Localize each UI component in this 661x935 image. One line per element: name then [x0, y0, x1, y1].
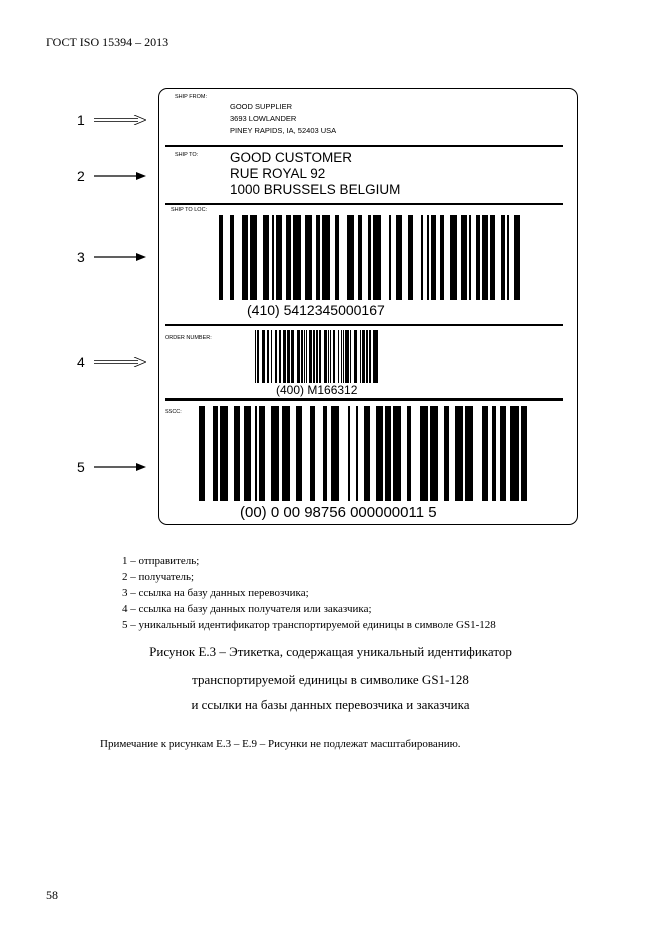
barcode-bar	[362, 330, 365, 383]
barcode-bar	[354, 330, 356, 383]
barcode-bar	[373, 215, 381, 300]
barcode-bar	[444, 406, 448, 501]
callout-3: 3	[77, 249, 85, 265]
barcode-bar	[482, 215, 488, 300]
barcode-bar	[244, 406, 250, 501]
callout-4: 4	[77, 354, 85, 370]
ship-from-caption: SHIP FROM:	[175, 94, 207, 100]
legend-item: 1 – отправитель;	[122, 555, 200, 567]
barcode-bar	[341, 330, 343, 383]
barcode-bar	[257, 330, 259, 383]
barcode-bar	[316, 215, 320, 300]
ship-to-caption: SHIP TO:	[175, 152, 199, 158]
barcode-bar	[213, 406, 217, 501]
barcode-bar	[514, 215, 520, 300]
shipping-label	[158, 88, 578, 525]
barcode-bar	[272, 215, 274, 300]
ship-to-line: 1000 BRUSSELS BELGIUM	[230, 182, 401, 197]
barcode-bar	[490, 215, 496, 300]
ship-to-loc-barcode	[219, 215, 524, 300]
barcode-bar	[450, 215, 458, 300]
sscc-hri: (00) 0 00 98756 000000011 5	[240, 504, 437, 521]
document-header: ГОСТ ISO 15394 – 2013	[46, 35, 169, 49]
order-number-barcode	[255, 330, 381, 383]
ship-from-line: GOOD SUPPLIER	[230, 102, 293, 111]
barcode-bar	[324, 330, 327, 383]
arrow-icon	[94, 462, 146, 472]
barcode-bar	[279, 330, 281, 383]
barcode-bar	[199, 406, 205, 501]
barcode-bar	[287, 330, 290, 383]
barcode-bar	[389, 215, 391, 300]
legend-item: 5 – уникальный идентификатор транспортируемой единицы в символе GS1-128	[122, 619, 496, 631]
sscc-barcode	[199, 406, 529, 501]
barcode-bar	[286, 215, 292, 300]
barcode-bar	[306, 330, 307, 383]
ship-to-line: GOOD CUSTOMER	[230, 150, 353, 165]
barcode-bar	[242, 215, 248, 300]
ship-to-loc-hri: (410) 5412345000167	[247, 302, 385, 318]
barcode-bar	[310, 406, 314, 501]
ship-to-line: RUE ROYAL 92	[230, 166, 326, 181]
barcode-bar	[296, 406, 302, 501]
barcode-bar	[297, 330, 300, 383]
barcode-bar	[220, 406, 228, 501]
ship-from-line: PINEY RAPIDS, IA, 52403 USA	[230, 126, 337, 135]
barcode-bar	[507, 215, 509, 300]
barcode-bar	[304, 330, 305, 383]
barcode-bar	[271, 406, 279, 501]
divider	[165, 324, 563, 326]
barcode-bar	[322, 215, 330, 300]
barcode-bar	[316, 330, 318, 383]
barcode-bar	[476, 215, 480, 300]
barcode-bar	[431, 215, 437, 300]
barcode-bar	[368, 215, 372, 300]
legend-item: 2 – получатель;	[122, 571, 195, 583]
barcode-bar	[375, 330, 377, 383]
figure-caption-line: Рисунок Е.3 – Этикетка, содержащая уникальный идентификатор	[149, 644, 512, 659]
divider	[165, 145, 563, 147]
divider	[165, 398, 563, 401]
double-arrow-icon	[94, 115, 146, 125]
callout-1: 1	[77, 112, 85, 128]
barcode-bar	[501, 215, 505, 300]
barcode-bar	[293, 215, 301, 300]
barcode-bar	[420, 406, 428, 501]
ship-from-line: 3693 LOWLANDER	[230, 114, 297, 123]
order-number-caption: ORDER NUMBER:	[165, 335, 212, 341]
ship-to-address	[230, 150, 400, 198]
legend-item: 4 – ссылка на базу данных получателя или заказчика;	[122, 603, 372, 615]
barcode-bar	[376, 406, 382, 501]
callout-2: 2	[77, 168, 85, 184]
barcode-bar	[219, 215, 223, 300]
barcode-bar	[482, 406, 488, 501]
barcode-bar	[373, 330, 375, 383]
barcode-bar	[313, 330, 315, 383]
arrow-icon	[94, 171, 146, 181]
barcode-bar	[427, 215, 429, 300]
barcode-bar	[335, 215, 339, 300]
barcode-bar	[234, 406, 240, 501]
barcode-bar	[492, 406, 496, 501]
legend	[122, 553, 496, 633]
barcode-bar	[440, 215, 444, 300]
barcode-bar	[330, 330, 332, 383]
barcode-bar	[461, 215, 467, 300]
barcode-bar	[301, 330, 303, 383]
barcode-bar	[283, 330, 285, 383]
ship-to-loc-caption: SHIP TO LOC:	[171, 207, 208, 213]
barcode-bar	[263, 215, 269, 300]
barcode-bar	[465, 406, 473, 501]
barcode-bar	[346, 330, 348, 383]
barcode-bar	[319, 330, 321, 383]
figure-caption-line: транспортируемой единицы в символике GS1-128	[192, 672, 469, 687]
barcode-bar	[347, 215, 355, 300]
ship-from-address	[230, 101, 336, 137]
barcode-bar	[262, 330, 265, 383]
double-arrow-icon	[94, 357, 146, 367]
barcode-bar	[407, 406, 411, 501]
barcode-bar	[455, 406, 463, 501]
barcode-bar	[333, 330, 335, 383]
barcode-bar	[331, 406, 339, 501]
order-number-hri: (400) M166312	[276, 383, 358, 397]
barcode-bar	[309, 330, 312, 383]
barcode-bar	[510, 406, 518, 501]
barcode-bar	[305, 215, 313, 300]
callout-5: 5	[77, 459, 85, 475]
legend-item: 3 – ссылка на базу данных перевозчика;	[122, 587, 309, 599]
barcode-bar	[230, 215, 234, 300]
barcode-bar	[338, 330, 339, 383]
barcode-bar	[358, 215, 362, 300]
barcode-bar	[364, 406, 370, 501]
barcode-bar	[350, 330, 352, 383]
barcode-bar	[408, 215, 414, 300]
barcode-bar	[323, 406, 327, 501]
barcode-bar	[356, 406, 358, 501]
barcode-bar	[369, 330, 371, 383]
figure-caption-line: и ссылки на базы данных перевозчика и заказчика	[191, 697, 470, 712]
barcode-bar	[250, 215, 258, 300]
barcode-bar	[282, 406, 290, 501]
barcode-bar	[360, 330, 361, 383]
barcode-bar	[521, 406, 527, 501]
figure-note: Примечание к рисункам Е.3 – Е.9 – Рисунки не подлежат масштабированию.	[100, 738, 461, 750]
barcode-bar	[500, 406, 506, 501]
divider	[165, 203, 563, 205]
barcode-bar	[396, 215, 402, 300]
barcode-bar	[275, 330, 277, 383]
arrow-icon	[94, 252, 146, 262]
barcode-bar	[255, 406, 257, 501]
barcode-bar	[421, 215, 423, 300]
barcode-bar	[271, 330, 273, 383]
barcode-bar	[259, 406, 265, 501]
barcode-bar	[276, 215, 282, 300]
page-number: 58	[46, 888, 58, 902]
sscc-caption: SSCC:	[165, 409, 182, 415]
barcode-bar	[348, 406, 350, 501]
barcode-bar	[469, 215, 471, 300]
barcode-bar	[267, 330, 269, 383]
barcode-bar	[291, 330, 293, 383]
barcode-bar	[393, 406, 401, 501]
barcode-bar	[430, 406, 438, 501]
barcode-bar	[385, 406, 391, 501]
barcode-bar	[366, 330, 368, 383]
